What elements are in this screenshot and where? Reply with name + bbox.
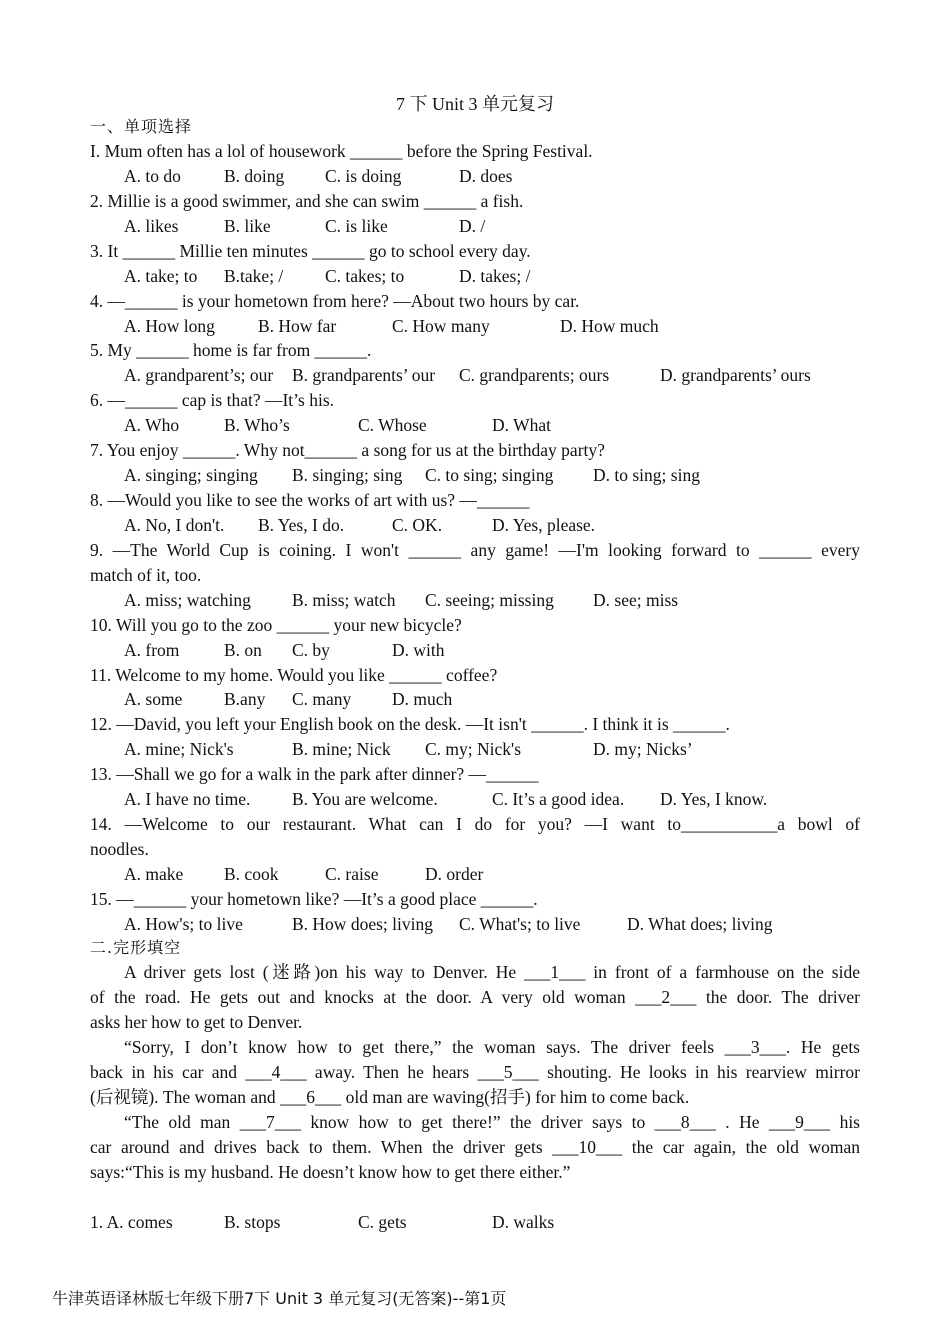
answer-option: D. What does; living — [627, 913, 773, 934]
answer-option: D. takes; / — [459, 265, 531, 286]
answer-option: A. make — [124, 863, 184, 884]
answer-option: D. my; Nicks’ — [593, 739, 693, 760]
answer-option: C. my; Nick's — [425, 739, 522, 760]
question-stem: 15. —______ your hometown like? —It’s a good place ______. — [90, 888, 538, 909]
answer-option: B. like — [224, 215, 271, 236]
passage-line: says:“This is my husband. He doesn’t know how to get there either.” — [90, 1162, 571, 1182]
question-stem-continued: match of it, too. — [90, 564, 202, 585]
answer-option: D. see; miss — [593, 589, 679, 610]
answer-option: D. What — [492, 415, 551, 436]
passage-line: asks her how to get to Denver. — [90, 1012, 303, 1032]
answer-option: B. Yes, I do. — [258, 514, 345, 535]
answer-option: B. You are welcome. — [292, 789, 438, 810]
answer-option: A. grandparent’s; our — [124, 365, 274, 386]
passage-line: of the road. He gets out and knocks at the door. A very old woman ___2___ the door. The driver — [90, 987, 860, 1007]
passage-line: “Sorry, I don’t know how to get there,” the woman says. The driver feels ___3___. He gets — [124, 1037, 860, 1057]
answer-option: C. seeing; missing — [425, 589, 554, 610]
answer-option: D. with — [392, 639, 445, 660]
answer-option: D. grandparents’ ours — [660, 365, 811, 386]
answer-option: B.any — [224, 689, 266, 710]
page-title: 7 下 Unit 3 单元复习 — [395, 94, 554, 114]
question-stem: 14. —Welcome to our restaurant. What can I do for you? —I want to___________a bowl of — [90, 814, 860, 835]
answer-option: A. some — [124, 689, 183, 710]
cloze-question-1: 1. A. comes — [90, 1212, 173, 1232]
answer-option: C. by — [292, 639, 330, 660]
answer-option: C. raise — [325, 863, 379, 884]
answer-option: A. No, I don't. — [124, 514, 225, 535]
answer-option: D. Yes, I know. — [660, 789, 768, 810]
answer-option: A. mine; Nick's — [124, 739, 234, 760]
answer-option: D. much — [392, 689, 453, 710]
answer-option: C. is like — [325, 215, 388, 236]
question-stem: 3. It ______ Millie ten minutes ______ go to school every day. — [90, 240, 531, 261]
answer-option: B. cook — [224, 863, 279, 884]
answer-option: C. is doing — [325, 165, 402, 186]
question-stem: 12. —David, you left your English book on the desk. —It isn't ______. I think it is ______. — [90, 714, 730, 735]
answer-option: B. on — [224, 639, 262, 660]
section-heading-cloze: 二.完形填空 — [90, 938, 182, 957]
answer-option: D. / — [459, 215, 486, 236]
answer-option: B. Who’s — [224, 415, 290, 436]
answer-option: D. order — [425, 863, 484, 884]
question-stem: 7. You enjoy ______. Why not______ a song for us at the birthday party? — [90, 440, 605, 461]
answer-option: B. grandparents’ our — [292, 365, 436, 386]
question-stem-continued: noodles. — [90, 839, 149, 860]
question-stem: 4. —______ is your hometown from here? —About two hours by car. — [90, 290, 580, 311]
question-stem: 8. —Would you like to see the works of art with us? —______ — [90, 490, 530, 511]
question-stem: 13. —Shall we go for a walk in the park after dinner? —______ — [90, 764, 539, 785]
answer-option: D. does — [459, 165, 513, 186]
passage-line: (后视镜). The woman and ___6___ old man are waving(招手) for him to come back. — [90, 1087, 690, 1107]
section-heading-multiple-choice: 一、单项选择 — [90, 117, 193, 136]
passage-line: car around and drives back to them. When the driver gets ___10___ the car again, the old woman — [90, 1137, 860, 1157]
answer-option: B.take; / — [224, 265, 284, 286]
question-stem: 2. Millie is a good swimmer, and she can swim ______ a fish. — [90, 190, 524, 211]
answer-option: A. Who — [124, 415, 180, 436]
answer-option: C. gets — [358, 1212, 407, 1232]
answer-option: C. It’s a good idea. — [492, 789, 625, 810]
question-stem: 6. —______ cap is that? —It’s his. — [90, 390, 335, 411]
answer-option: A. How long — [124, 315, 215, 336]
answer-option: D. to sing; sing — [593, 465, 700, 486]
answer-option: C. Whose — [358, 415, 427, 436]
answer-option: C. How many — [392, 315, 490, 336]
answer-option: B. stops — [224, 1212, 281, 1232]
answer-option: C. to sing; singing — [425, 465, 554, 486]
answer-option: B. singing; sing — [292, 465, 403, 486]
answer-option: A. How's; to live — [124, 913, 243, 934]
question-stem: 11. Welcome to my home. Would you like ______ coffee? — [90, 664, 498, 685]
answer-option: A. to do — [124, 165, 181, 186]
answer-option: B. How does; living — [292, 913, 433, 934]
answer-option: A. take; to — [124, 265, 198, 286]
answer-option: A. miss; watching — [124, 589, 251, 610]
answer-option: C. grandparents; ours — [459, 365, 610, 386]
answer-option: B. mine; Nick — [292, 739, 391, 760]
answer-option: D. walks — [492, 1212, 555, 1232]
passage-line: “The old man ___7___ know how to get there!” the driver says to ___8___ . He ___9___ his — [124, 1112, 860, 1132]
answer-option: B. miss; watch — [292, 589, 396, 610]
answer-option: B. How far — [258, 315, 337, 336]
answer-option: C. OK. — [392, 514, 443, 535]
question-stem: 10. Will you go to the zoo ______ your new bicycle? — [90, 614, 462, 635]
answer-option: A. singing; singing — [124, 465, 258, 486]
answer-option: C. What's; to live — [459, 913, 581, 934]
answer-option: B. doing — [224, 165, 285, 186]
answer-option: D. How much — [560, 315, 659, 336]
question-stem: 5. My ______ home is far from ______. — [90, 340, 372, 361]
answer-option: C. many — [292, 689, 352, 710]
answer-option: A. from — [124, 639, 180, 660]
answer-option: A. I have no time. — [124, 789, 251, 810]
passage-line: back in his car and ___4___ away. Then he hears ___5___ shouting. He looks in his rearview mirror — [90, 1062, 860, 1082]
answer-option: D. Yes, please. — [492, 514, 596, 535]
question-stem: 9. —The World Cup is coining. I won't ______ any game! —I'm looking forward to ______ every — [90, 539, 860, 560]
answer-option: A. likes — [124, 215, 179, 236]
passage-line: A driver gets lost (迷路)on his way to Denver. He ___1___ in front of a farmhouse on the side — [124, 962, 860, 982]
page-footer: 牛津英语译林版七年级下册7下 Unit 3 单元复习(无答案)--第1页 — [52, 1289, 507, 1308]
question-stem: I. Mum often has a lol of housework ______ before the Spring Festival. — [90, 141, 593, 161]
answer-option: C. takes; to — [325, 265, 405, 286]
